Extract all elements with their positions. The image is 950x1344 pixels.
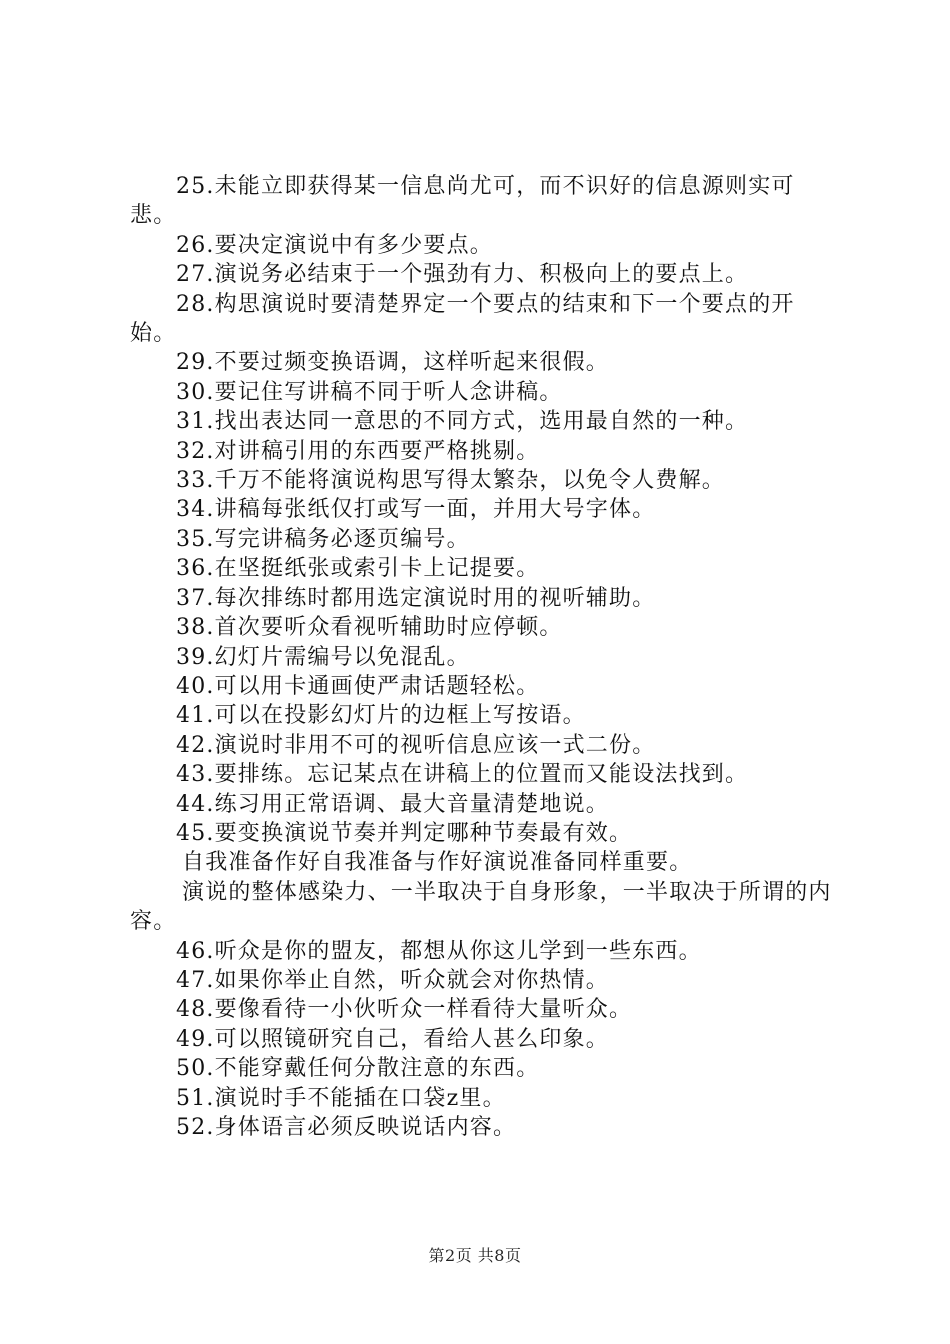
section-heading-paragraph: 自我准备作好自我准备与作好演说准备同样重要。 bbox=[182, 850, 693, 876]
paragraph: 演说的整体感染力、一半取决于自身形象，一半取决于所谓的内容。 bbox=[130, 879, 832, 935]
paragraph: 39.幻灯片需编号以免混乱。 bbox=[176, 644, 470, 670]
paragraph: 50.不能穿戴任何分散注意的东西。 bbox=[176, 1056, 540, 1082]
paragraph: 44.练习用正常语调、最大音量清楚地说。 bbox=[176, 791, 609, 817]
paragraph: 40.可以用卡通画使严肃话题轻松。 bbox=[176, 673, 540, 699]
paragraph: 48.要像看待一小伙听众一样看待大量听众。 bbox=[176, 997, 633, 1023]
paragraph: 41.可以在投影幻灯片的边框上写按语。 bbox=[176, 703, 586, 729]
paragraph: 36.在坚挺纸张或索引卡上记提要。 bbox=[176, 556, 540, 582]
paragraph: 52.身体语言必须反映说话内容。 bbox=[176, 1115, 517, 1140]
paragraph: 30.要记住写讲稿不同于听人念讲稿。 bbox=[176, 379, 563, 405]
document-body bbox=[130, 172, 840, 1142]
paragraph: 26.要决定演说中有多少要点。 bbox=[176, 232, 493, 258]
paragraph: 46.听众是你的盟友，都想从你这儿学到一些东西。 bbox=[176, 938, 702, 964]
paragraph: 43.要排练。忘记某点在讲稿上的位置而又能设法找到。 bbox=[176, 762, 749, 788]
paragraph: 27.演说务必结束于一个强劲有力、积极向上的要点上。 bbox=[176, 262, 749, 288]
paragraph: 49.可以照镜研究自己，看给人甚么印象。 bbox=[176, 1026, 609, 1052]
page-number-footer: 第2页 共8页 bbox=[428, 1246, 522, 1265]
paragraph: 38.首次要听众看视听辅助时应停顿。 bbox=[176, 615, 563, 641]
paragraph: 32.对讲稿引用的东西要严格挑剔。 bbox=[176, 438, 540, 464]
paragraph: 45.要变换演说节奏并判定哪种节奏最有效。 bbox=[176, 820, 633, 846]
paragraph: 33.千万不能将演说构思写得太繁杂，以免令人费解。 bbox=[176, 468, 725, 494]
paragraph: 29.不要过频变换语调，这样听起来很假。 bbox=[176, 350, 609, 376]
paragraph: 35.写完讲稿务必逐页编号。 bbox=[176, 526, 470, 552]
paragraph: 51.演说时手不能插在口袋z里。 bbox=[176, 1085, 506, 1111]
paragraph: 28.构思演说时要清楚界定一个要点的结束和下一个要点的开始。 bbox=[130, 291, 795, 347]
paragraph: 42.演说时非用不可的视听信息应该一式二份。 bbox=[176, 732, 656, 758]
paragraph: 25.未能立即获得某一信息尚尤可，而不识好的信息源则实可悲。 bbox=[130, 174, 795, 229]
paragraph: 47.如果你举止自然，听众就会对你热情。 bbox=[176, 967, 609, 993]
paragraph: 34.讲稿每张纸仅打或写一面，并用大号字体。 bbox=[176, 497, 656, 523]
paragraph: 37.每次排练时都用选定演说时用的视听辅助。 bbox=[176, 585, 656, 611]
paragraph: 31.找出表达同一意思的不同方式，选用最自然的一种。 bbox=[176, 409, 749, 435]
